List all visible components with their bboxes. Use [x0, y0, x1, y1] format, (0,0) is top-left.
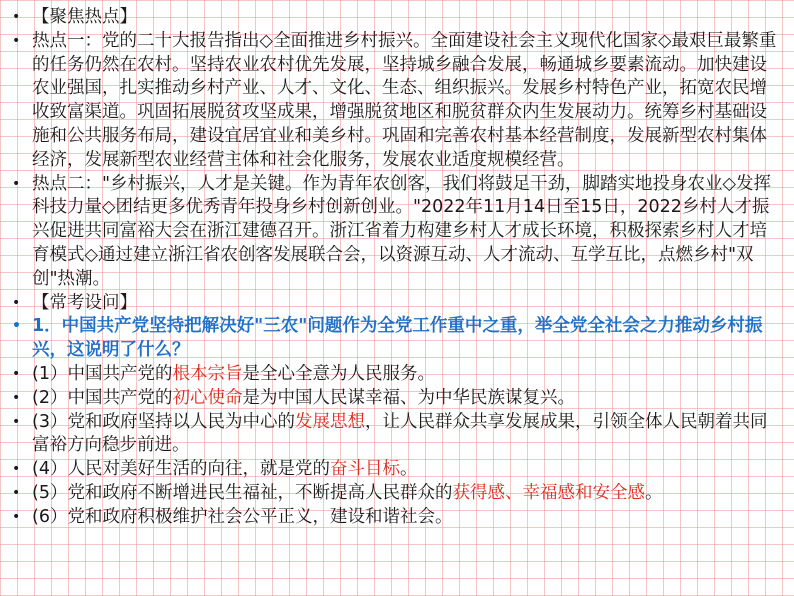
section-heading-questions: [10, 292, 780, 316]
bullet-icon: •: [12, 389, 21, 406]
answer-keyword: 初心使命: [172, 387, 243, 408]
answer-text-post: 。: [399, 459, 418, 480]
answer-text-post: 是为中国人民谋幸福、为中华民族谋复兴。: [242, 387, 575, 408]
answer-keyword: 获得感、幸福感和安全感: [452, 482, 645, 503]
bullet-icon: •: [12, 413, 21, 430]
answer-text-pre: (1）中国共产党的: [32, 363, 173, 384]
bullet-icon: •: [12, 32, 21, 49]
answer-keyword: 奋斗目标: [329, 459, 400, 480]
answer-text-post: ，让人民群众共享发展成果，引领全体人民朝着共同富裕方向稳步前进。: [32, 411, 768, 456]
bullet-icon: •: [12, 318, 21, 335]
paragraph-text: 热点二："乡村振兴，人才是关键。作为青年农创客，我们将鼓足干劲，脚踏实地投身农业◇发挥科技力量◇团结更多优秀青年投身乡村创新创业。"2022年11月14日至15日，2022乡村人才振兴促进共同富裕大会在浙江建德召开。浙江省着力构建乡村人才成长环境，积极探索乡村人才培育模式◇通过建立浙江省农创客发展联合会，以资源互动、人才流动、互学互比，点燃乡村"双创"热潮。: [32, 173, 772, 289]
answer-text-pre: (3）党和政府坚持以人民为中心的: [32, 411, 295, 432]
section-heading-focus: [10, 6, 780, 30]
answer-keyword: 根本宗旨: [172, 363, 243, 384]
bullet-icon: •: [12, 365, 21, 382]
bullet-icon: •: [12, 508, 21, 525]
question-text: 1．中国共产党坚持把解决好"三农"问题作为全党工作重中之重，举全党全社会之力推动乡村振兴，这说明了什么？: [32, 316, 763, 361]
answer-item-1: [10, 363, 780, 387]
answer-text-post: 。: [644, 482, 663, 503]
answer-text-pre: (5）党和政府不断增进民生福祉，不断提高人民群众的: [32, 482, 453, 503]
answer-text-pre: (2）中国共产党的: [32, 387, 173, 408]
hotspot-two-paragraph: [10, 173, 780, 292]
hotspot-one-paragraph: [10, 30, 780, 173]
answer-text: (6）党和政府积极维护社会公平正义，建设和谐社会。: [32, 506, 453, 527]
slide-content: [10, 6, 780, 530]
answer-item-6: [10, 506, 780, 530]
question-one: [10, 315, 780, 363]
bullet-icon: •: [12, 461, 21, 478]
bullet-icon: •: [12, 9, 21, 25]
answer-text-pre: (4）人民对美好生活的向往，就是党的: [32, 459, 330, 480]
heading-text: 【常考设问】: [32, 292, 137, 313]
bullet-icon: •: [12, 175, 21, 192]
heading-text: 【聚焦热点】: [32, 7, 137, 27]
answer-item-4: [10, 458, 780, 482]
answer-item-2: [10, 387, 780, 411]
answer-item-5: [10, 482, 780, 506]
bullet-icon: •: [12, 294, 21, 311]
paragraph-text: 热点一：党的二十大报告指出◇全面推进乡村振兴。全面建设社会主义现代化国家◇最艰巨最繁重的任务仍然在农村。坚持农业农村优先发展，坚持城乡融合发展，畅通城乡要素流动。加快建设农业强国，扎实推动乡村产业、人才、文化、生态、组织振兴。发展乡村特色产业，拓宽农民增收致富渠道。巩固拓展脱贫攻坚成果，增强脱贫地区和脱贫群众内生发展动力。统筹乡村基础设施和公共服务布局，建设宜居宜业和美乡村。巩固和完善农村基本经营制度，发展新型农村集体经济，发展新型农业经营主体和社会化服务，发展农业适度规模经营。: [32, 30, 777, 170]
answer-item-3: [10, 411, 780, 459]
bullet-icon: •: [12, 484, 21, 501]
answer-keyword: 发展思想: [294, 411, 365, 432]
answer-text-post: 是全心全意为人民服务。: [242, 363, 435, 384]
